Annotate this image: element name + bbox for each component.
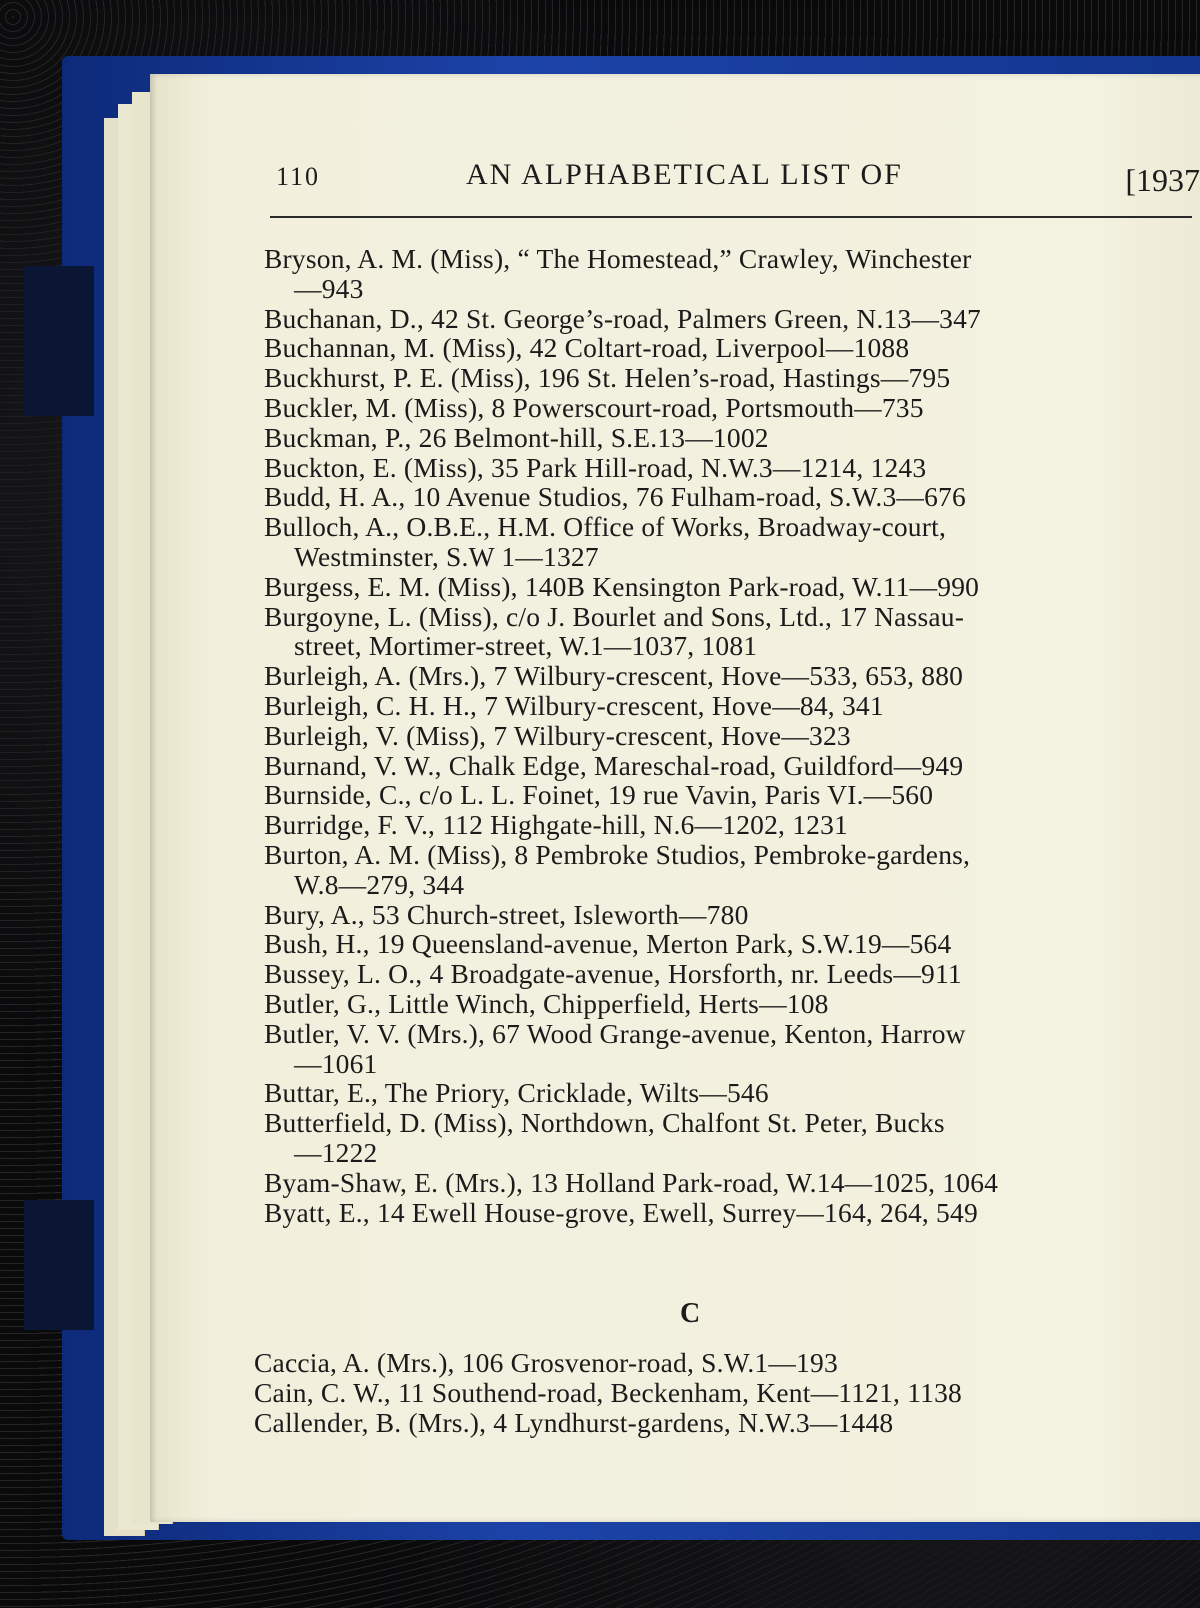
- entry-line: Callender, B. (Mrs.), 4 Lyndhurst-gardens, N.W.3—1448: [254, 1406, 894, 1438]
- list-entry: [264, 482, 1194, 512]
- entry-continuation-line: street, Mortimer-street, W.1—1037, 1081: [294, 630, 758, 662]
- entry-line: Bussey, L. O., 4 Broadgate-avenue, Horsforth, nr. Leeds—911: [264, 958, 962, 990]
- list-entry: [264, 1198, 1194, 1228]
- list-entry: [264, 751, 1194, 781]
- list-entry: [264, 333, 1194, 363]
- entry-continuation-line: —1222: [294, 1136, 378, 1168]
- section-letter: C: [680, 1298, 701, 1329]
- list-entry: [254, 1408, 1184, 1438]
- list-entry: [264, 810, 1194, 840]
- entry-line: Burleigh, C. H. H., 7 Wilbury-crescent, Hove—84, 341: [264, 689, 884, 721]
- entry-line: Burleigh, A. (Mrs.), 7 Wilbury-crescent, Hove—533, 653, 880: [264, 660, 964, 692]
- page-number: 110: [276, 162, 321, 191]
- list-entry: [264, 602, 1194, 662]
- list-entry: [264, 900, 1194, 930]
- entry-line: Buckton, E. (Miss), 35 Park Hill-road, N.W.3—1214, 1243: [264, 451, 927, 483]
- entry-line: Budd, H. A., 10 Avenue Studios, 76 Fulham-road, S.W.3—676: [264, 481, 966, 513]
- entry-line: Butler, V. V. (Mrs.), 67 Wood Grange-avenue, Kenton, Harrow: [264, 1017, 966, 1049]
- entry-line: Bryson, A. M. (Miss), “ The Homestead,” Crawley, Winchester: [264, 243, 972, 274]
- list-entry: [264, 453, 1194, 483]
- list-entry: [264, 393, 1194, 423]
- entry-line: Burgoyne, L. (Miss), c/o J. Bourlet and Sons, Ltd., 17 Nassau-: [264, 600, 965, 632]
- list-entry: [264, 691, 1194, 721]
- page-header: [270, 158, 1200, 198]
- list-entry: [264, 780, 1194, 810]
- entry-continuation-line: —1061: [294, 1047, 378, 1079]
- entry-line: Buttar, E., The Priory, Cricklade, Wilts—546: [264, 1077, 769, 1109]
- list-entry: [264, 929, 1194, 959]
- entries-list-b: [264, 244, 1194, 1227]
- entry-line: Caccia, A. (Mrs.), 106 Grosvenor-road, S.W.1—193: [254, 1347, 838, 1378]
- entry-line: Burnand, V. W., Chalk Edge, Mareschal-road, Guildford—949: [264, 749, 964, 781]
- list-entry: [264, 840, 1194, 900]
- list-entry: [264, 1168, 1194, 1198]
- entry-line: Butterfield, D. (Miss), Northdown, Chalfont St. Peter, Bucks: [264, 1107, 945, 1139]
- running-title: AN ALPHABETICAL LIST OF: [466, 158, 903, 191]
- entry-line: Buckhurst, P. E. (Miss), 196 St. Helen’s-road, Hastings—795: [264, 362, 951, 394]
- list-entry: [254, 1378, 1184, 1408]
- list-entry: [264, 1108, 1194, 1168]
- entry-line: Burton, A. M. (Miss), 8 Pembroke Studios, Pembroke-gardens,: [264, 838, 971, 870]
- entry-line: Buckler, M. (Miss), 8 Powerscourt-road, Portsmouth—735: [264, 391, 924, 423]
- list-entry: [264, 1019, 1194, 1079]
- bookmark-ribbon-top: [24, 266, 94, 416]
- entry-line: Byatt, E., 14 Ewell House-grove, Ewell, Surrey—164, 264, 549: [264, 1196, 978, 1228]
- list-entry: [264, 1078, 1194, 1108]
- entry-line: Cain, C. W., 11 Southend-road, Beckenham, Kent—1121, 1138: [254, 1376, 962, 1408]
- entry-line: Buchannan, M. (Miss), 42 Coltart-road, Liverpool—1088: [264, 332, 910, 364]
- list-entry: [264, 423, 1194, 453]
- list-entry: [264, 989, 1194, 1019]
- list-entry: [264, 244, 1194, 304]
- entry-continuation-line: W.8—279, 344: [294, 868, 465, 900]
- list-entry: [264, 363, 1194, 393]
- list-entry: [264, 512, 1194, 572]
- entries-list-c: [254, 1348, 1184, 1437]
- entry-line: Burnside, C., c/o L. L. Foinet, 19 rue Vavin, Paris VI.—560: [264, 779, 934, 811]
- bookmark-ribbon-bottom: [24, 1200, 94, 1330]
- entry-line: Burleigh, V. (Miss), 7 Wilbury-crescent, Hove—323: [264, 719, 851, 751]
- entry-line: Buchanan, D., 42 St. George’s-road, Palmers Green, N.13—347: [264, 302, 981, 334]
- entry-line: Bury, A., 53 Church-street, Isleworth—780: [264, 898, 749, 930]
- list-entry: [254, 1348, 1184, 1378]
- entry-continuation-line: —943: [294, 272, 364, 304]
- header-rule: [270, 216, 1192, 218]
- entry-line: Bulloch, A., O.B.E., H.M. Office of Works, Broadway-court,: [264, 511, 947, 543]
- year-mark: [1937: [1125, 162, 1200, 198]
- entry-line: Bush, H., 19 Queensland-avenue, Merton Park, S.W.19—564: [264, 928, 952, 960]
- list-entry: [264, 661, 1194, 691]
- entry-line: Butler, G., Little Winch, Chipperfield, Herts—108: [264, 987, 829, 1019]
- entry-line: Byam-Shaw, E. (Mrs.), 13 Holland Park-road, W.14—1025, 1064: [264, 1166, 999, 1198]
- entry-continuation-line: Westminster, S.W 1—1327: [294, 540, 599, 572]
- list-entry: [264, 959, 1194, 989]
- entry-line: Buckman, P., 26 Belmont-hill, S.E.13—1002: [264, 421, 769, 453]
- list-entry: [264, 304, 1194, 334]
- list-entry: [264, 572, 1194, 602]
- list-entry: [264, 721, 1194, 751]
- entry-line: Burgess, E. M. (Miss), 140B Kensington Park-road, W.11—990: [264, 570, 980, 602]
- entry-line: Burridge, F. V., 112 Highgate-hill, N.6—1202, 1231: [264, 809, 849, 841]
